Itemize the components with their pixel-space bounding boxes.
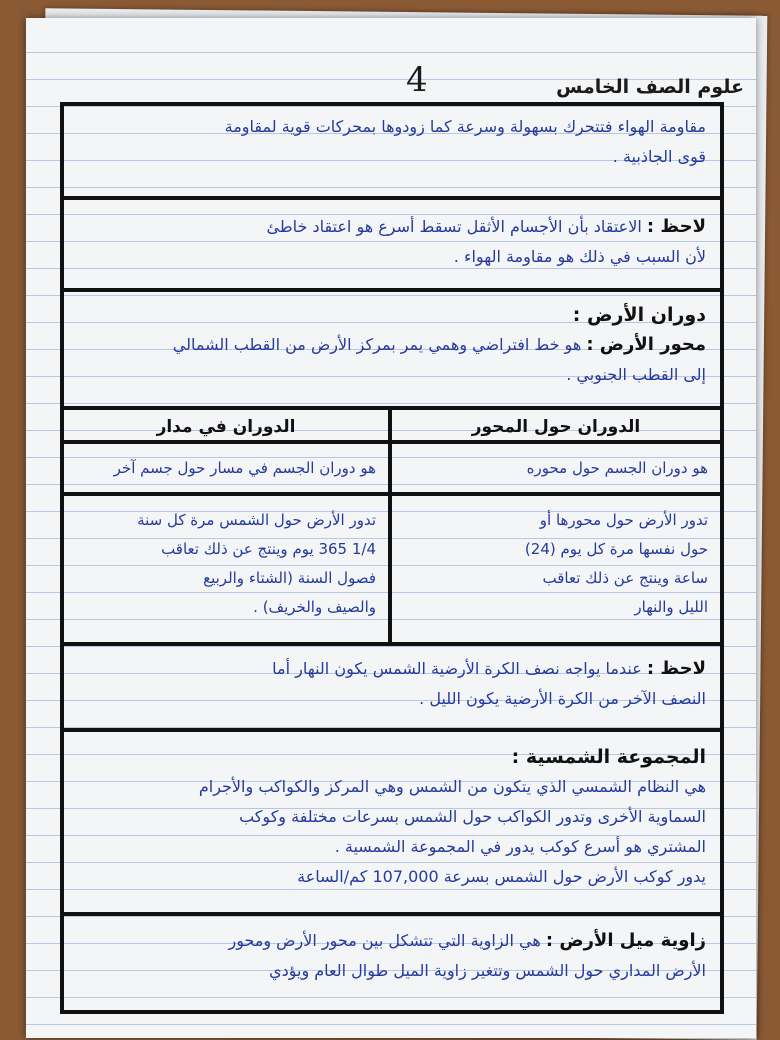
text-line: السماوية الأخرى وتدور الكواكب حول الشمس بسرعات مختلفة وكوكب bbox=[239, 807, 706, 826]
column-header: الدوران في مدار bbox=[64, 410, 388, 444]
text-line: حول نفسها مرة كل يوم (24) bbox=[524, 540, 708, 558]
text-line: والصيف والخريف) . bbox=[253, 598, 376, 616]
text-line bbox=[78, 654, 706, 684]
column-header: الدوران حول المحور bbox=[392, 410, 720, 444]
comparison-table bbox=[64, 410, 720, 646]
text-line bbox=[78, 926, 706, 956]
text-line: تدور الأرض حول الشمس مرة كل سنة bbox=[137, 511, 376, 529]
column-definition: هو دوران الجسم حول محوره bbox=[392, 444, 720, 496]
text-line: لأن السبب في ذلك هو مقاومة الهواء . bbox=[453, 247, 706, 266]
text-line bbox=[78, 212, 706, 242]
text-line: النصف الآخر من الكرة الأرضية يكون الليل . bbox=[419, 689, 706, 708]
page-number: 4 bbox=[406, 60, 428, 100]
text-line: مقاومة الهواء فتتحرك بسهولة وسرعة كما زودوها بمحركات قوية لمقاومة bbox=[224, 117, 706, 136]
tilt-text: هي الزاوية التي تتشكل بين محور الأرض ومحور bbox=[228, 931, 541, 950]
text-line: الليل والنهار bbox=[634, 598, 708, 616]
text-line: يدور كوكب الأرض حول الشمس بسرعة 107,000 كم/الساعة bbox=[297, 867, 706, 886]
air-resistance-section bbox=[64, 106, 720, 200]
axis-definition: هو خط افتراضي وهمي يمر بمركز الأرض من القطب الشمالي bbox=[172, 335, 582, 354]
notes-frame bbox=[60, 102, 724, 1014]
tilt-label: زاوية ميل الأرض : bbox=[545, 930, 706, 951]
note-label: لاحظ : bbox=[646, 216, 706, 237]
earth-rotation-section bbox=[64, 292, 720, 410]
note-text: الاعتقاد بأن الأجسام الأثقل تسقط أسرع هو اعتقاد خاطئ bbox=[266, 217, 642, 236]
text-line: تدور الأرض حول محورها أو bbox=[539, 511, 708, 529]
axial-tilt-section bbox=[64, 916, 720, 1014]
note-text: عندما يواجه نصف الكرة الأرضية الشمس يكون النهار أما bbox=[272, 659, 642, 678]
text-line: إلى القطب الجنوبي . bbox=[566, 365, 706, 384]
axis-label: محور الأرض : bbox=[586, 334, 706, 355]
subject-title: علوم الصف الخامس bbox=[556, 76, 744, 98]
notebook-page bbox=[26, 18, 756, 1038]
solar-system-section bbox=[64, 732, 720, 916]
text-line: الأرض المداري حول الشمس وتتغير زاوية الميل طوال العام ويؤدي bbox=[269, 961, 706, 980]
axis-rotation-column bbox=[392, 410, 720, 642]
section-heading: دوران الأرض : bbox=[572, 304, 706, 326]
text-line: 1/4 365 يوم وينتج عن ذلك تعاقب bbox=[161, 540, 376, 558]
text-line: فصول السنة (الشتاء والربيع bbox=[203, 569, 376, 587]
orbit-rotation-column bbox=[64, 410, 392, 642]
section-heading: المجموعة الشمسية : bbox=[511, 746, 706, 768]
text-line: هي النظام الشمسي الذي يتكون من الشمس وهي المركز والكواكب والأجرام bbox=[198, 777, 706, 796]
text-line: المشتري هو أسرع كوكب يدور في المجموعة الشمسية . bbox=[334, 837, 706, 856]
column-definition: هو دوران الجسم في مسار حول جسم آخر bbox=[64, 444, 388, 496]
note-section-2 bbox=[64, 646, 720, 732]
text-line: ساعة وينتج عن ذلك تعاقب bbox=[542, 569, 708, 587]
text-line: قوى الجاذبية . bbox=[612, 147, 706, 166]
text-line bbox=[78, 330, 706, 360]
note-section-1 bbox=[64, 200, 720, 292]
note-label: لاحظ : bbox=[646, 658, 706, 679]
